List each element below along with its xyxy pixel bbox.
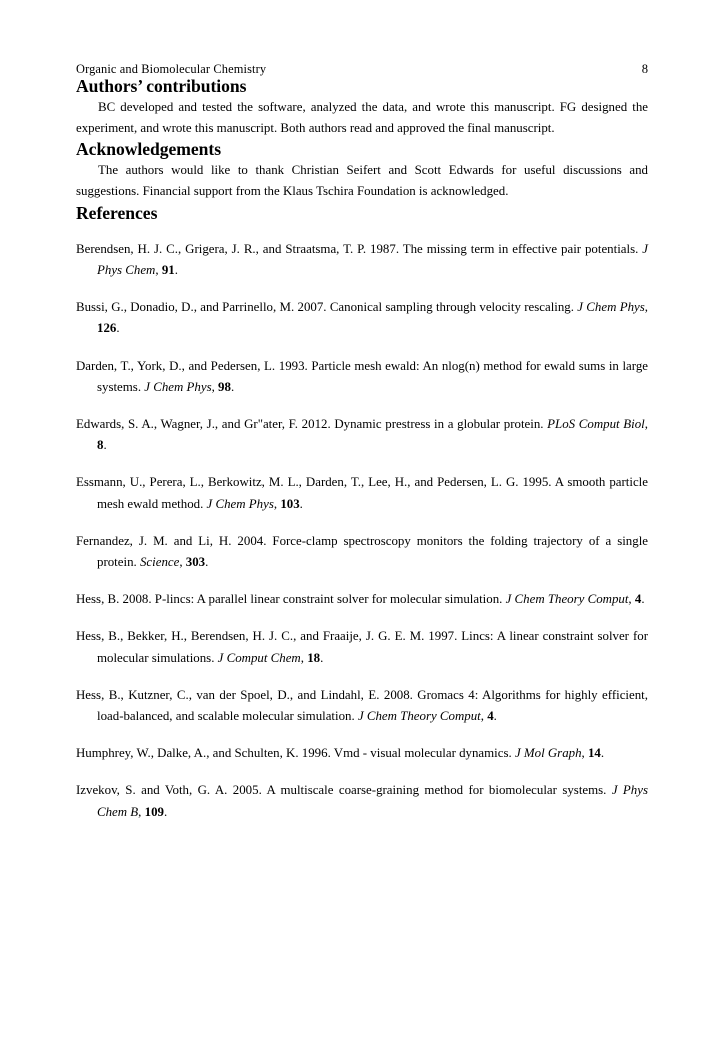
reference-volume: 126 xyxy=(97,321,117,336)
reference-trailing-text: . xyxy=(641,592,645,607)
reference-item xyxy=(76,239,648,281)
reference-volume: 103 xyxy=(280,496,300,511)
running-header xyxy=(76,0,648,76)
reference-separator: , xyxy=(581,746,588,761)
reference-separator: , xyxy=(480,708,488,723)
reference-journal-name: J Phys Chem B xyxy=(97,783,648,819)
reference-journal-name: Science xyxy=(139,554,180,569)
reference-volume: 14 xyxy=(587,746,601,761)
reference-volume: 18 xyxy=(307,650,321,665)
reference-trailing-text: . xyxy=(174,262,178,277)
reference-separator: , xyxy=(644,416,648,431)
reference-separator: , xyxy=(628,592,635,607)
reference-volume: 8 xyxy=(97,438,104,453)
reference-item xyxy=(76,685,648,727)
reference-journal-name: PLoS Comput Biol xyxy=(547,416,645,431)
section-heading-authors-contributions: Authors’ contributions xyxy=(76,75,247,96)
reference-separator: , xyxy=(155,262,162,277)
reference-citation-text: Hess, B., Kutzner, C., van der Spoel, D., and Lindahl, E. 2008. Gromacs 4: Algorithms for highly efficient, load-balanced, and scalable molecular simulation. xyxy=(76,687,648,723)
reference-item xyxy=(76,297,648,339)
reference-trailing-text: . xyxy=(230,379,235,394)
page-content xyxy=(76,0,648,823)
reference-citation-text: Fernandez, J. M. and Li, H. 2004. Force-clamp spectroscopy monitors the folding trajectory of a single protein. xyxy=(76,533,648,569)
reference-item xyxy=(76,531,648,573)
reference-item xyxy=(76,356,648,398)
journal-title: Organic and Biomolecular Chemistry xyxy=(76,62,267,76)
authors-contributions-paragraph: BC developed and tested the software, analyzed the data, and wrote this manuscript. FG designed the experiment, and wrote this manuscript. Both authors read and approved the final manuscript. xyxy=(76,99,648,135)
page-number: 8 xyxy=(641,62,648,76)
reference-citation-text: Hess, B., Bekker, H., Berendsen, H. J. C., and Fraaije, J. G. E. M. 1997. Lincs: A linear constraint solver for molecular simulations. xyxy=(76,629,648,665)
reference-citation-text: Humphrey, W., Dalke, A., and Schulten, K. 1996. Vmd - visual molecular dynamics. xyxy=(76,746,515,761)
reference-journal-name: J Mol Graph xyxy=(514,746,582,761)
reference-citation-text: Izvekov, S. and Voth, G. A. 2005. A multiscale coarse-graining method for biomolecular systems. xyxy=(76,783,612,798)
reference-volume: 109 xyxy=(144,804,164,819)
reference-item xyxy=(76,414,648,456)
reference-journal-name: J Chem Phys xyxy=(144,379,212,394)
reference-item xyxy=(76,626,648,668)
reference-volume: 4 xyxy=(634,592,642,607)
section-heading-acknowledgements: Acknowledgements xyxy=(76,139,222,160)
reference-separator: , xyxy=(273,496,281,511)
reference-trailing-text: . xyxy=(205,554,209,569)
reference-journal-name: J Chem Phys xyxy=(577,300,645,315)
reference-separator: , xyxy=(300,650,308,665)
reference-citation-text: Essmann, U., Perera, L., Berkowitz, M. L., Darden, T., Lee, H., and Pedersen, L. G. 1995. A smooth particle mesh ewald method. xyxy=(76,475,648,511)
reference-trailing-text: . xyxy=(116,321,120,336)
reference-list xyxy=(76,239,648,823)
reference-journal-name: J Chem Theory Comput xyxy=(357,708,481,723)
reference-citation-text: Hess, B. 2008. P-lincs: A parallel linear constraint solver for molecular simulation. xyxy=(76,592,506,607)
reference-item xyxy=(76,743,648,764)
reference-trailing-text: . xyxy=(600,746,605,761)
reference-separator: , xyxy=(644,300,648,315)
reference-volume: 98 xyxy=(218,379,231,394)
reference-citation-text: Darden, T., York, D., and Pedersen, L. 1993. Particle mesh ewald: An nlog(n) method for ewald sums in large systems. xyxy=(76,358,648,394)
reference-volume: 4 xyxy=(487,708,494,723)
reference-journal-name: J Phys Chem xyxy=(97,241,648,277)
reference-volume: 91 xyxy=(161,262,175,277)
reference-trailing-text: . xyxy=(103,438,107,453)
reference-trailing-text: . xyxy=(320,650,324,665)
reference-trailing-text: . xyxy=(299,496,303,511)
reference-item xyxy=(76,780,648,822)
reference-citation-text: Edwards, S. A., Wagner, J., and Gr"ater, F. 2012. Dynamic prestress in a globular protein. xyxy=(76,416,548,431)
reference-separator: , xyxy=(211,379,219,394)
reference-separator: , xyxy=(179,554,186,569)
reference-trailing-text: . xyxy=(163,804,168,819)
section-heading-references: References xyxy=(76,202,158,223)
reference-citation-text: Berendsen, H. J. C., Grigera, J. R., and Straatsma, T. P. 1987. The missing term in effective pair potentials. xyxy=(76,241,643,256)
reference-citation-text: Bussi, G., Donadio, D., and Parrinello, M. 2007. Canonical sampling through velocity rescaling. xyxy=(76,300,578,315)
reference-journal-name: J Chem Theory Comput xyxy=(505,592,629,607)
reference-trailing-text: . xyxy=(493,708,497,723)
reference-journal-name: J Comput Chem xyxy=(217,650,301,665)
reference-item xyxy=(76,472,648,514)
reference-journal-name: J Chem Phys xyxy=(206,496,274,511)
reference-separator: , xyxy=(138,804,145,819)
reference-item xyxy=(76,589,648,610)
acknowledgements-paragraph: The authors would like to thank Christian Seifert and Scott Edwards for useful discussions and suggestions. Financial support from the Klaus Tschira Foundation is acknowledged. xyxy=(76,163,648,199)
reference-volume: 303 xyxy=(185,554,206,569)
